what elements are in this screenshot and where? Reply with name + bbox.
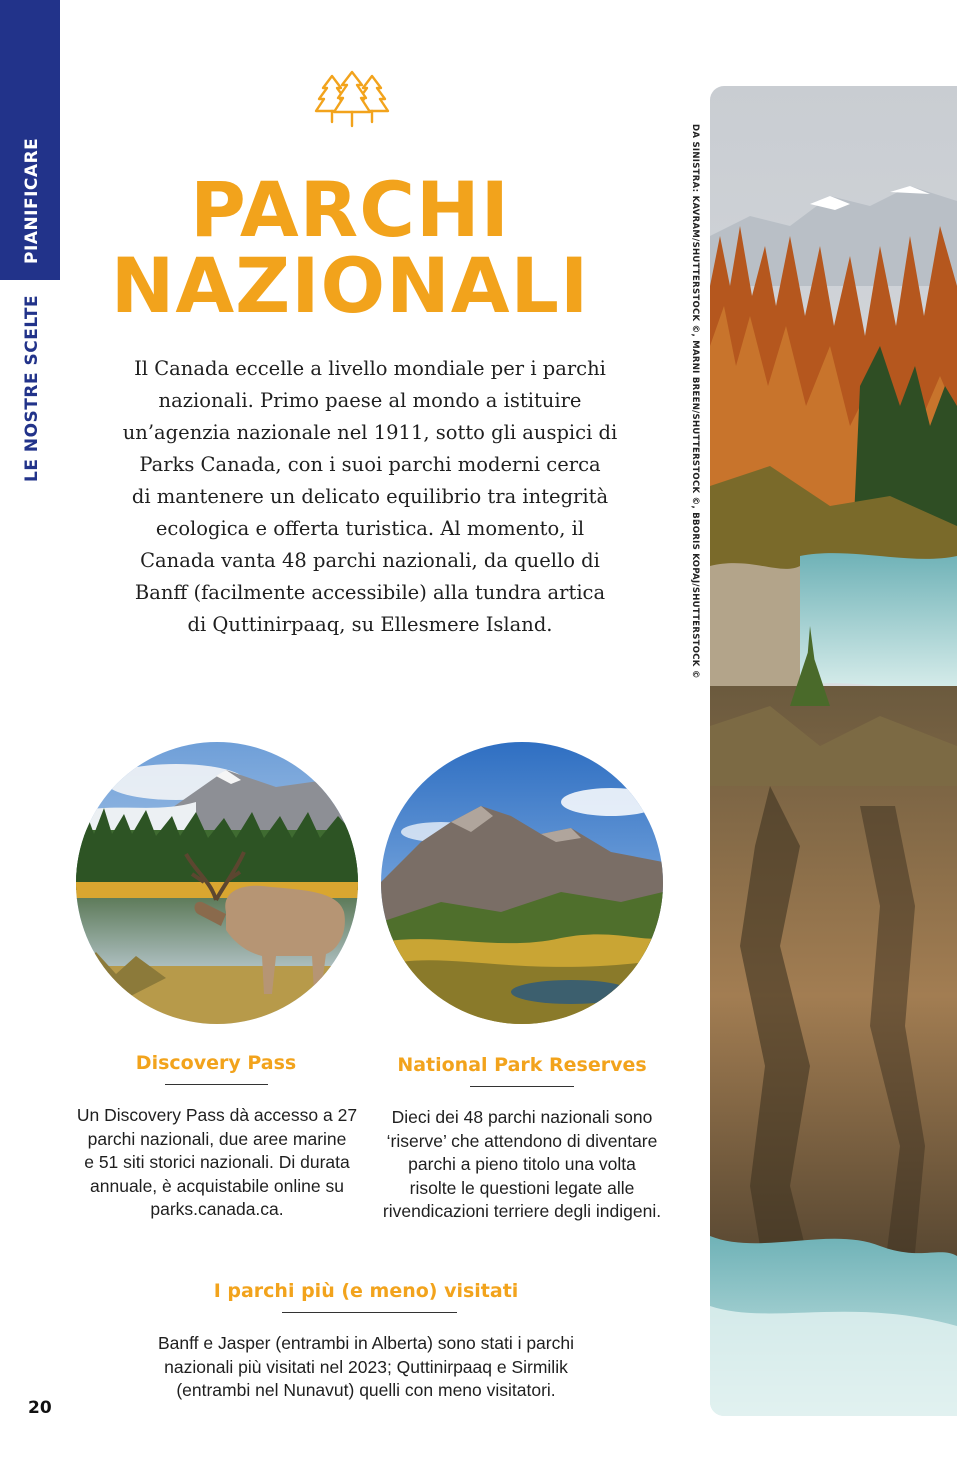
discovery-pass-rule <box>165 1084 268 1085</box>
intro-line: di mantenere un delicato equilibrio tra integrità <box>131 485 609 508</box>
text-line: parks.canada.ca. <box>150 1199 284 1219</box>
page-number: 20 <box>28 1398 52 1418</box>
intro-line: Il Canada eccelle a livello mondiale per i parchi <box>134 357 606 380</box>
visited-parks-text <box>136 1332 596 1403</box>
text-line: ‘riserve’ che attendono di diventare <box>386 1130 658 1151</box>
intro-line: Canada vanta 48 parchi nazionali, da quello di <box>140 549 600 572</box>
text-line: (entrambi nel Nunavut) quelli con meno visitatori. <box>176 1380 556 1400</box>
section-tab <box>0 0 60 280</box>
elk-lake-photo <box>76 742 358 1024</box>
intro-line: un’agenzia nazionale nel 1911, sotto gli auspici di <box>122 421 618 444</box>
text-line: parchi a pieno titolo una volta <box>408 1154 636 1174</box>
text-line: Banff e Jasper (entrambi in Alberta) sono stati i parchi <box>157 1333 574 1353</box>
canyon-river-photo <box>710 86 957 1416</box>
page-title <box>90 165 610 330</box>
text-line: Un Discovery Pass dà accesso a 27 <box>76 1105 358 1125</box>
subsection-label: LE NOSTRE SCELTE <box>22 294 42 482</box>
mountain-photo <box>381 742 663 1024</box>
discovery-pass-text <box>62 1104 372 1222</box>
intro-line: di Quttinirpaaq, su Ellesmere Island. <box>187 613 553 636</box>
text-line: rivendicazioni terriere degli indigeni. <box>382 1201 662 1221</box>
text-line: risolte le questioni legate alle <box>409 1177 635 1198</box>
section-tab-label: PIANIFICARE <box>22 137 42 264</box>
title-line-2: NAZIONALI <box>110 241 590 330</box>
text-line: annuale, è acquistabile online su <box>90 1175 344 1196</box>
text-line: Dieci dei 48 parchi nazionali sono <box>391 1107 653 1127</box>
intro-line: nazionali. Primo paese al mondo a istituire <box>158 389 582 412</box>
visited-parks-title: I parchi più (e meno) visitati <box>213 1280 519 1302</box>
text-line: parchi nazionali, due aree marine <box>87 1128 347 1149</box>
intro-line: Parks Canada, con i suoi parchi moderni cerca <box>139 453 601 476</box>
intro-paragraph <box>90 353 650 641</box>
national-park-reserves-text <box>366 1106 678 1224</box>
text-line: e 51 siti storici nazionali. Di durata <box>84 1152 350 1172</box>
national-park-reserves-title: National Park Reserves <box>397 1054 647 1076</box>
national-park-reserves-rule <box>470 1086 574 1087</box>
title-line-1: PARCHI <box>190 165 510 254</box>
intro-line: Banff (facilmente accessibile) alla tundra artica <box>134 581 606 604</box>
visited-parks-rule <box>282 1312 457 1313</box>
tree-icon <box>312 68 392 132</box>
intro-line: ecologica e offerta turistica. Al momento, il <box>155 517 585 540</box>
photo-credits: DA SINISTRA: KAVRAM/SHUTTERSTOCK ©, MARNI BREEN/SHUTTERSTOCK ©, BBORIS KOPAJ/SHUTTERSTOCK © <box>690 124 700 679</box>
discovery-pass-title: Discovery Pass <box>135 1052 297 1074</box>
text-line: nazionali più visitati nel 2023; Quttinirpaaq e Sirmilik <box>164 1356 568 1377</box>
